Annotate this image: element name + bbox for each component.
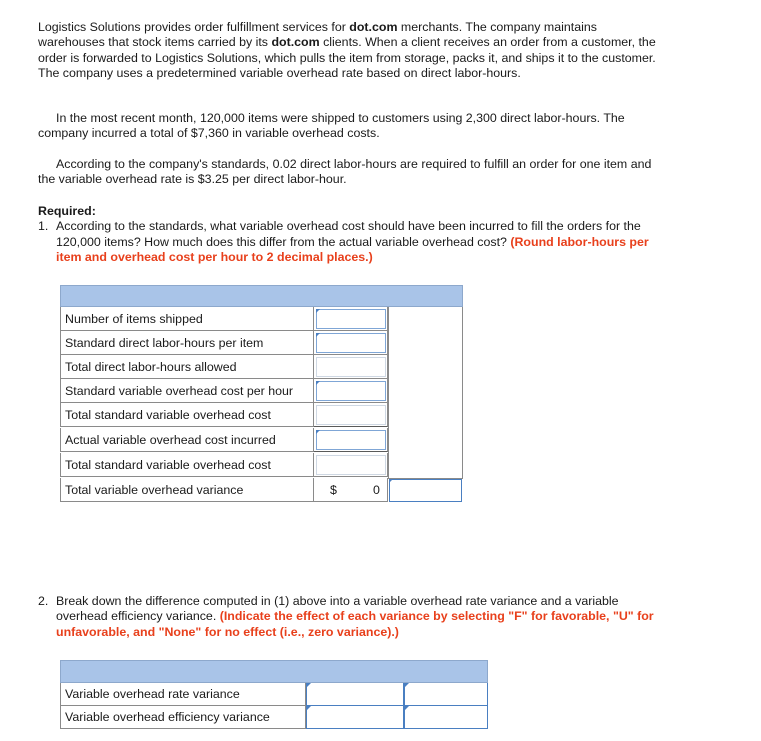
std-overhead-rate-input[interactable]: [316, 381, 386, 401]
efficiency-variance-effect-select[interactable]: [404, 706, 488, 729]
intro-paragraph-1: Logistics Solutions provides order fulfillment services for dot.com merchants. The company maintains warehouses that stock items carried by its dot.com clients. When a client receives an order from a customer, the order is forwarded to Logistics Solutions, which pulls the item from storage, packs it, and ships it to the customer. The company uses a predetermined variable overhead rate based on direct labor-hours.: [38, 20, 656, 80]
variance-value: 0: [373, 483, 380, 497]
table-row: Total standard variable overhead cost: [60, 453, 388, 477]
total-std-overhead-input[interactable]: [316, 405, 386, 425]
required-heading: Required:: [38, 204, 96, 218]
table-row: Standard variable overhead cost per hour: [60, 379, 388, 403]
table-row: Total variable overhead variance $ 0: [60, 478, 388, 502]
question-1-instruction: (Round labor-hours per item and overhead cost per hour to 2 decimal places.): [56, 234, 649, 264]
table-row: Actual variable overhead cost incurred: [60, 428, 388, 452]
table-row: Variable overhead efficiency variance: [60, 706, 488, 729]
variance-currency: $: [330, 483, 337, 497]
question-2-instruction: (Indicate the effect of each variance by selecting "F" for favorable, "U" for unfavorable, and "None" for no effect (i.e., zero variance).): [56, 609, 654, 639]
table-row: Variable overhead rate variance: [60, 683, 488, 706]
total-std-overhead-2-input[interactable]: [316, 455, 386, 475]
actual-overhead-input[interactable]: [316, 430, 386, 450]
table2-header: [60, 660, 488, 683]
table1-result-column: [388, 307, 463, 479]
intro-paragraph-2: In the most recent month, 120,000 items were shipped to customers using 2,300 direct labor-hours. The company incurred a total of $7,360 in variable overhead costs.: [38, 111, 625, 141]
total-hours-allowed-input[interactable]: [316, 357, 386, 377]
table1-header: [60, 285, 463, 307]
rate-variance-amount-input[interactable]: [306, 683, 404, 706]
variance-effect-select[interactable]: [389, 479, 462, 502]
intro-paragraph-3: According to the company's standards, 0.02 direct labor-hours are required to fulfill an order for one item and the variable overhead rate is $3.25 per direct labor-hour.: [38, 157, 652, 187]
table-row: Total standard variable overhead cost: [60, 403, 388, 427]
question-2: 2. Break down the difference computed in (1) above into a variable overhead rate variance and a variable overhead efficiency variance. (Indicate the effect of each variance by selecting "F" for favorable, "U" for unfavorable, and "None" for no effect (i.e., zero variance).): [38, 594, 654, 639]
rate-variance-effect-select[interactable]: [404, 683, 488, 706]
efficiency-variance-amount-input[interactable]: [306, 706, 404, 729]
table-row: Total direct labor-hours allowed: [60, 355, 388, 379]
items-shipped-input[interactable]: [316, 309, 386, 329]
table-row: Number of items shipped: [60, 307, 388, 331]
required-section: [38, 204, 668, 265]
question-1: 1. According to the standards, what variable overhead cost should have been incurred to fill the orders for the 120,000 items? How much does this differ from the actual variable overhead cost? (Round labor-hours per item and overhead cost per hour to 2 decimal places.): [38, 219, 649, 264]
std-hours-per-item-input[interactable]: [316, 333, 386, 353]
table-row: Standard direct labor-hours per item: [60, 331, 388, 355]
